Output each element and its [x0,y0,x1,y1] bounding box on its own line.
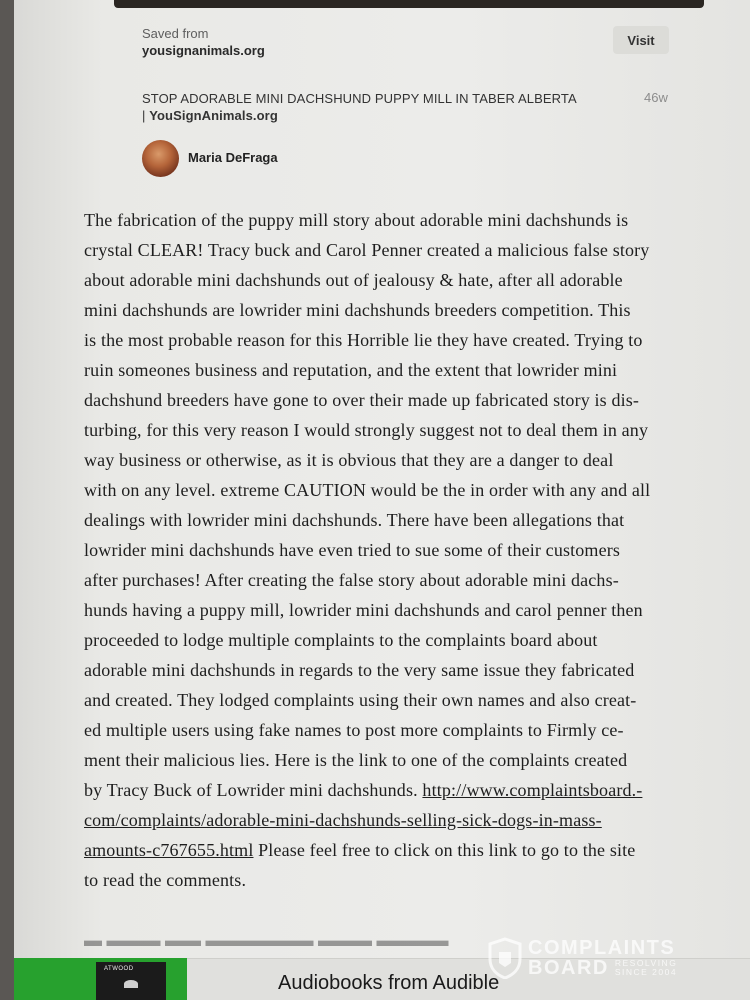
article-body [84,205,714,895]
article-line: crystal CLEAR! Tracy buck and Carol Penner created a malicious false story [84,240,650,260]
pin-title[interactable] [142,90,582,124]
article-line: The fabrication of the puppy mill story about adorable mini dachshunds is [84,210,629,230]
article-line: way business or otherwise, as it is obvious that they are a danger to deal [84,450,614,470]
article-line: about adorable mini dachshunds out of jealousy & hate, after all adorable [84,270,623,290]
saved-from-site-link[interactable]: yousignanimals.org [142,43,265,58]
after-link-text: Please feel free to click on this link to go to the site [253,840,636,860]
link-prefix-text: by Tracy Buck of Lowrider mini dachshunds. [84,780,423,800]
article-line: mini dachshunds are lowrider mini dachshunds breeders competition. This [84,300,631,320]
article-line: turbing, for this very reason I would strongly suggest not to deal them in any [84,420,649,440]
complaintsboard-watermark [488,934,708,982]
article-line: and created. They lodged complaints using their own names and also creat- [84,690,637,710]
watermark-line1: COMPLAINTS [528,937,676,959]
article-line [84,835,714,865]
watermark-line2: BOARD [528,957,609,979]
article-line: ment their malicious lies. Here is the link to one of the complaints created [84,750,628,770]
cut-off-text-line: ▬ ▬▬▬ ▬▬ ▬▬▬▬▬▬ ▬▬▬ ▬▬▬▬ [84,930,449,948]
article-line: proceeded to lodge multiple complaints to the complaints board about [84,630,598,650]
complaint-link-continued[interactable]: com/complaints/adorable-mini-dachshunds-selling-sick-dogs-in-mass- [84,810,602,830]
watermark-tag2: SINCE 2004 [614,967,678,977]
shield-logo-icon [488,937,522,979]
saved-from-label: Saved from [142,26,209,41]
author-name[interactable]: Maria DeFraga [188,150,278,165]
pin-image-edge [114,0,704,8]
article-line [84,805,714,835]
article-line: dachshund breeders have gone to over their made up fabricated story is dis- [84,390,640,410]
visit-button[interactable]: Visit [613,26,669,54]
complaint-link-end[interactable]: amounts-c767655.html [84,840,254,860]
pin-age: 46w [644,90,668,105]
watermark-tag1: RESOLVING [614,957,678,968]
avatar[interactable] [142,140,179,177]
article-line: is the most probable reason for this Horrible lie they have created. Trying to [84,330,643,350]
complaint-link[interactable]: http://www.complaintsboard.- [422,780,643,800]
article-line: to read the comments. [84,870,247,890]
pin-title-text: STOP ADORABLE MINI DACHSHUND PUPPY MILL IN TABER ALBERTA | [142,91,577,123]
article-line: lowrider mini dachshunds have even tried to sue some of their customers [84,540,621,560]
article-line: adorable mini dachshunds in regards to the very same issue they fabricated [84,660,635,680]
phone-screen [14,0,750,1000]
article-line: after purchases! After creating the false story about adorable mini dachs- [84,570,619,590]
ad-text[interactable]: Audiobooks from Audible [278,972,500,994]
article-line: ruin someones business and reputation, and the extent that lowrider mini [84,360,618,380]
pin-title-site: YouSignAnimals.org [149,108,278,123]
audible-icon [124,980,138,988]
article-line: hunds having a puppy mill, lowrider mini dachshunds and carol penner then [84,600,643,620]
article-line: ed multiple users using fake names to post more complaints to Firmly ce- [84,720,624,740]
ad-thumbnail-label: ATWOOD [104,966,134,972]
article-line: with on any level. extreme CAUTION would be the in order with any and all [84,480,651,500]
article-line: dealings with lowrider mini dachshunds. There have been allegations that [84,510,625,530]
article-line [84,775,714,805]
